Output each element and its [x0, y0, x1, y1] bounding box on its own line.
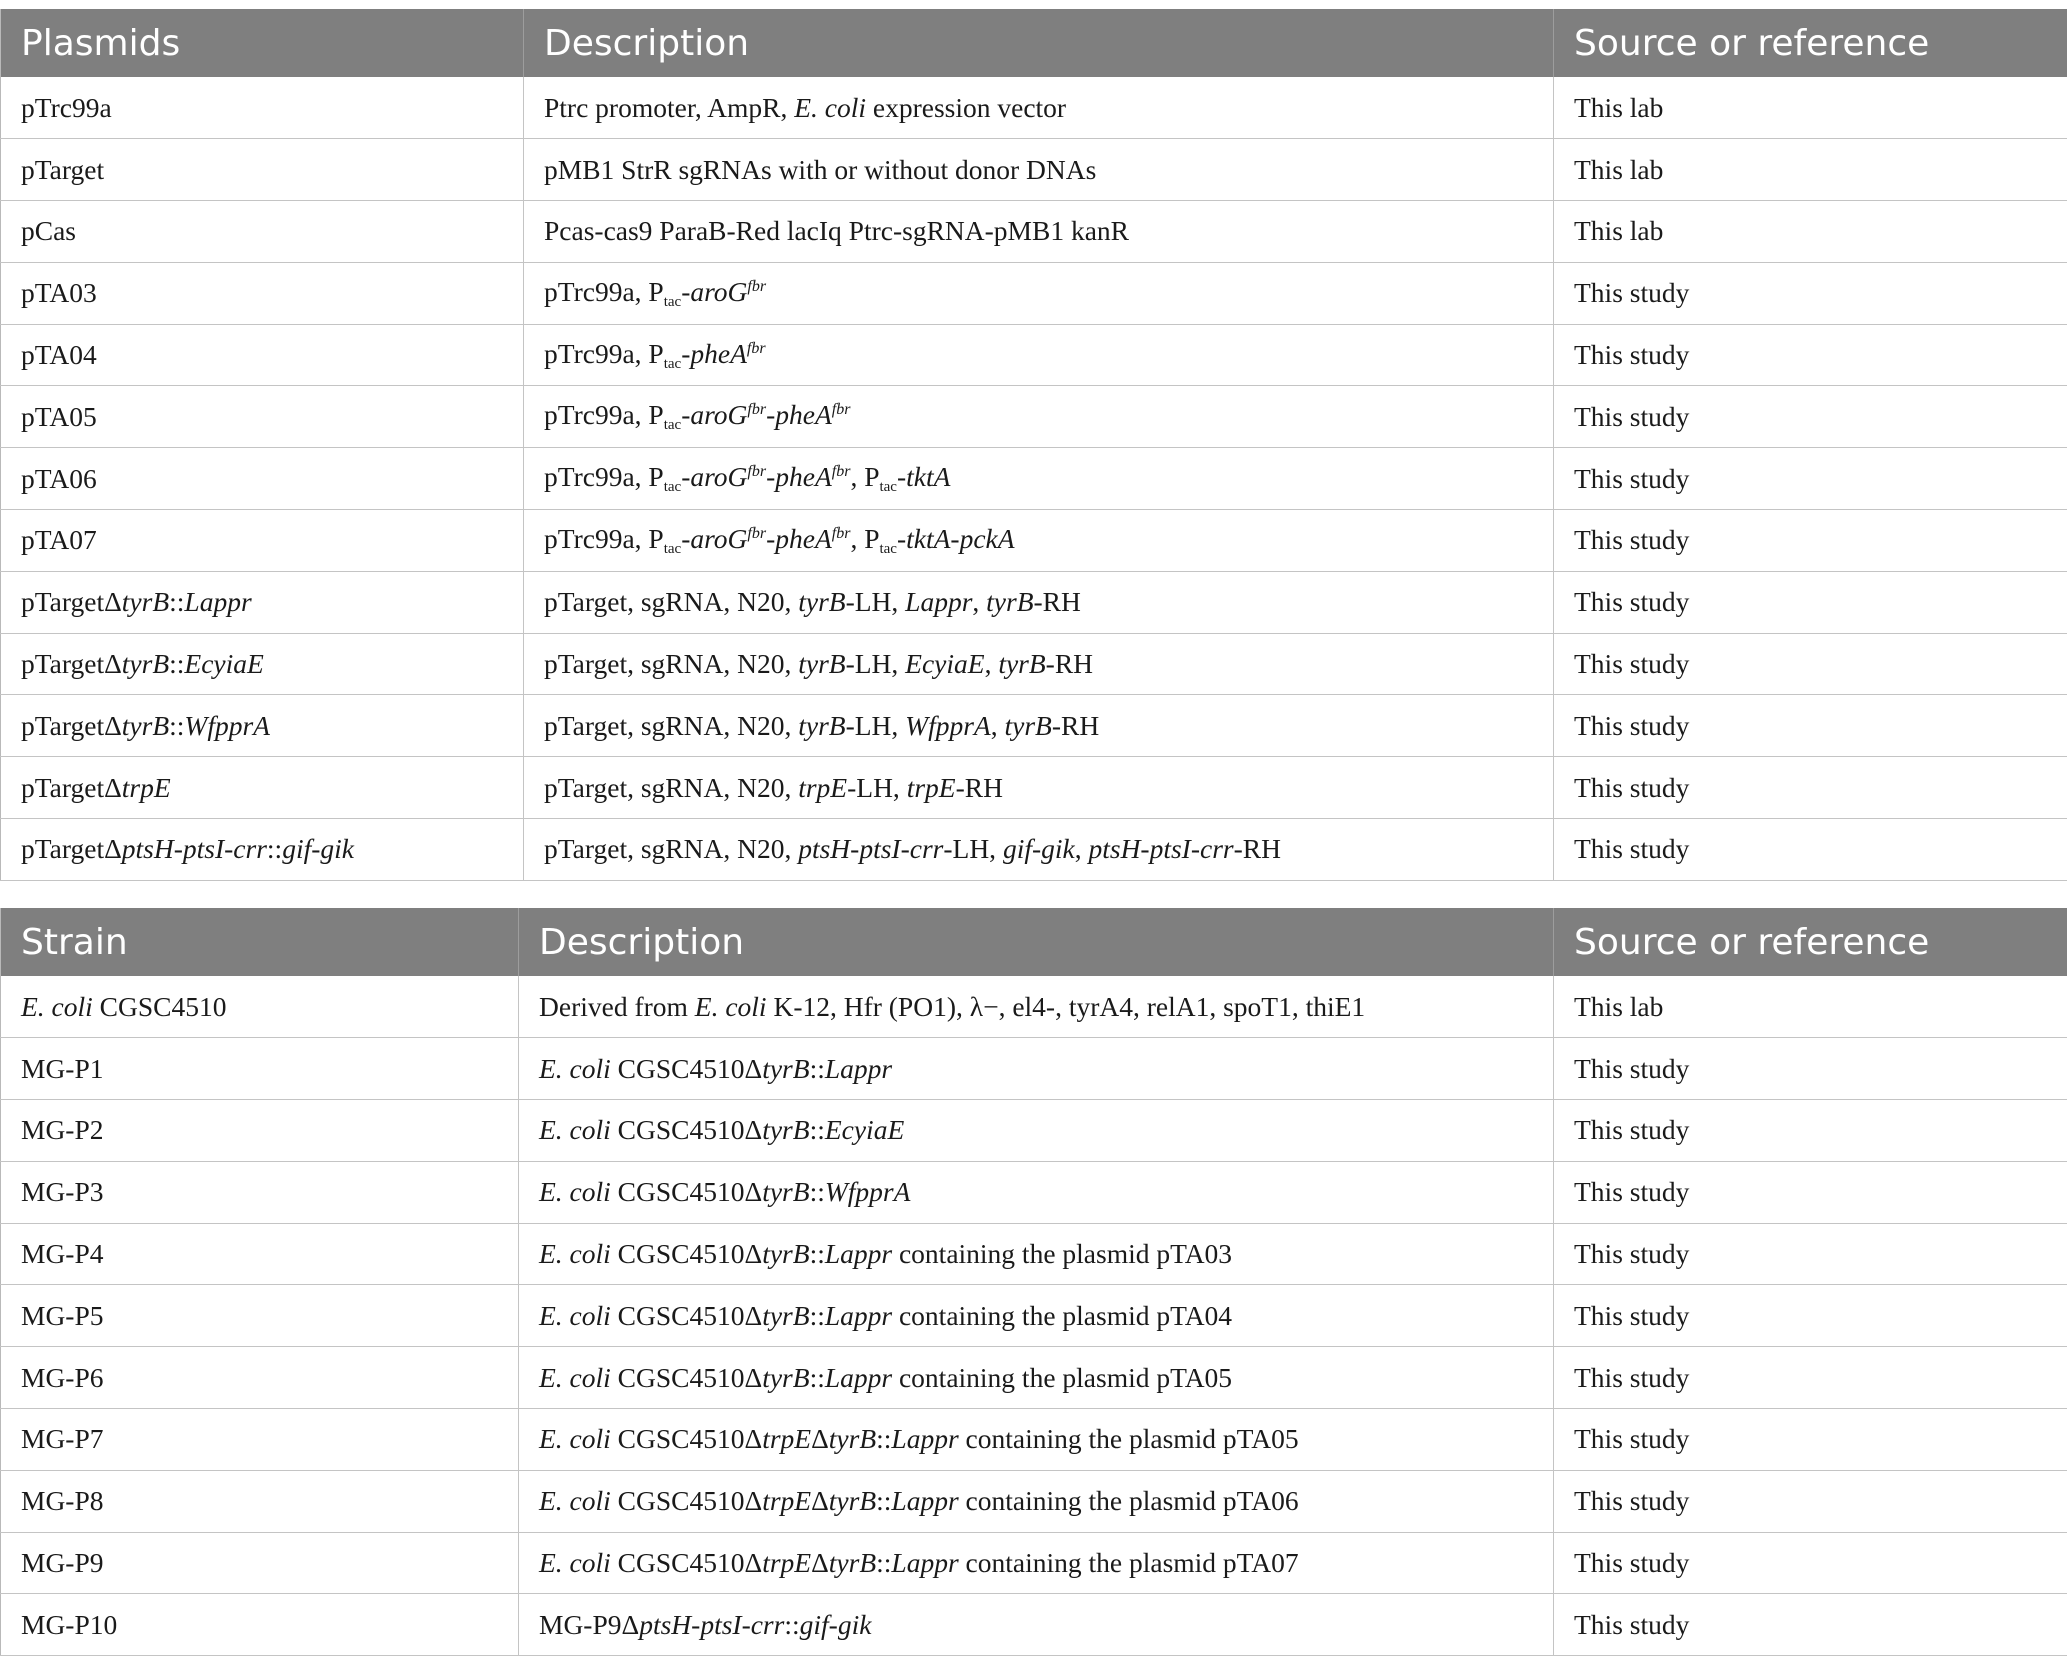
table-row — [1, 1594, 2067, 1656]
table-header-row — [1, 9, 2067, 77]
table-row — [1, 633, 2067, 695]
strain-description: E. coli CGSC4510ΔtyrB::Lappr containing the plasmid pTA04 — [519, 1285, 1554, 1347]
strain-name: MG-P1 — [1, 1038, 519, 1100]
strain-source: This study — [1554, 1347, 2067, 1409]
strain-name: MG-P8 — [1, 1470, 519, 1532]
plasmid-description: pTarget, sgRNA, N20, tyrB-LH, WfpprA, tyrB-RH — [524, 695, 1554, 757]
table-row — [1, 1100, 2067, 1162]
plasmid-name: pTargetΔptsH-ptsI-crr::gif-gik — [1, 819, 524, 881]
strain-description: E. coli CGSC4510ΔtyrB::Lappr — [519, 1038, 1554, 1100]
plasmid-name: pTA04 — [1, 324, 524, 386]
strain-source: This study — [1554, 1532, 2067, 1594]
plasmid-name: pTA05 — [1, 386, 524, 448]
strain-description: E. coli CGSC4510ΔtrpEΔtyrB::Lappr containing the plasmid pTA06 — [519, 1470, 1554, 1532]
plasmid-source: This study — [1554, 262, 2067, 324]
plasmid-name: pTA03 — [1, 262, 524, 324]
plasmid-name: pTargetΔtyrB::WfpprA — [1, 695, 524, 757]
plasmid-description: Ptrc promoter, AmpR, E. coli expression vector — [524, 77, 1554, 139]
strain-source: This study — [1554, 1285, 2067, 1347]
plasmid-name: pTargetΔtyrB::Lappr — [1, 571, 524, 633]
table-row — [1, 1347, 2067, 1409]
table-row — [1, 1409, 2067, 1471]
table-row — [1, 201, 2067, 263]
plasmid-source: This study — [1554, 571, 2067, 633]
column-header-source: Source or reference — [1554, 908, 2067, 976]
strain-description: E. coli CGSC4510ΔtyrB::Lappr containing the plasmid pTA05 — [519, 1347, 1554, 1409]
table-row — [1, 77, 2067, 139]
column-header-plasmids: Plasmids — [1, 9, 524, 77]
plasmid-description: pTrc99a, $P_{tac}-aroG^{fbr}-pheA^{fbr}$ — [524, 386, 1554, 448]
plasmid-description: Pcas-cas9 ParaB-Red lacIq Ptrc-sgRNA-pMB1 kanR — [524, 201, 1554, 263]
strain-source: This study — [1554, 1470, 2067, 1532]
table-header-row — [1, 908, 2067, 976]
plasmid-source: This study — [1554, 448, 2067, 510]
strain-name: MG-P6 — [1, 1347, 519, 1409]
plasmid-source: This lab — [1554, 201, 2067, 263]
strain-name: E. coli CGSC4510 — [1, 976, 519, 1038]
table-row — [1, 695, 2067, 757]
strain-name: MG-P5 — [1, 1285, 519, 1347]
strain-source: This study — [1554, 1038, 2067, 1100]
strain-source: This study — [1554, 1161, 2067, 1223]
plasmids-table — [0, 9, 2067, 881]
table-row — [1, 976, 2067, 1038]
column-header-strain: Strain — [1, 908, 519, 976]
strain-name: MG-P3 — [1, 1161, 519, 1223]
table-row — [1, 1470, 2067, 1532]
strain-name: MG-P2 — [1, 1100, 519, 1162]
strain-description: E. coli CGSC4510ΔtrpEΔtyrB::Lappr containing the plasmid pTA07 — [519, 1532, 1554, 1594]
strain-name: MG-P4 — [1, 1223, 519, 1285]
strain-description: E. coli CGSC4510ΔtyrB::EcyiaE — [519, 1100, 1554, 1162]
table-row — [1, 757, 2067, 819]
table-row — [1, 386, 2067, 448]
strain-source: This study — [1554, 1594, 2067, 1656]
plasmid-name: pCas — [1, 201, 524, 263]
plasmid-description: pTrc99a, $P_{tac}-aroG^{fbr}-pheA^{fbr}$, $P_{tac}$-tktA — [524, 448, 1554, 510]
strain-description: E. coli CGSC4510ΔtyrB::Lappr containing the plasmid pTA03 — [519, 1223, 1554, 1285]
strain-name: MG-P7 — [1, 1409, 519, 1471]
table-row — [1, 1532, 2067, 1594]
plasmid-name: pTarget — [1, 139, 524, 201]
strain-description: MG-P9ΔptsH-ptsI-crr::gif-gik — [519, 1594, 1554, 1656]
plasmid-description: pTarget, sgRNA, N20, trpE-LH, trpE-RH — [524, 757, 1554, 819]
table-row — [1, 571, 2067, 633]
plasmid-source: This study — [1554, 819, 2067, 881]
plasmid-source: This lab — [1554, 139, 2067, 201]
strain-description: E. coli CGSC4510ΔtyrB::WfpprA — [519, 1161, 1554, 1223]
table-row — [1, 448, 2067, 510]
strain-source: This study — [1554, 1409, 2067, 1471]
plasmid-source: This study — [1554, 324, 2067, 386]
table-row — [1, 1038, 2067, 1100]
table-row — [1, 139, 2067, 201]
plasmid-source: This study — [1554, 757, 2067, 819]
strain-name: MG-P9 — [1, 1532, 519, 1594]
strain-source: This study — [1554, 1100, 2067, 1162]
strain-name: MG-P10 — [1, 1594, 519, 1656]
plasmid-name: pTargetΔtrpE — [1, 757, 524, 819]
plasmid-description: pTrc99a, $P_{tac}-aroG^{fbr}$ — [524, 262, 1554, 324]
column-header-description: Description — [519, 908, 1554, 976]
plasmid-description: pTarget, sgRNA, N20, ptsH-ptsI-crr-LH, gif-gik, ptsH-ptsI-crr-RH — [524, 819, 1554, 881]
plasmid-source: This study — [1554, 386, 2067, 448]
table-row — [1, 819, 2067, 881]
strain-description: E. coli CGSC4510ΔtrpEΔtyrB::Lappr containing the plasmid pTA05 — [519, 1409, 1554, 1471]
plasmid-source: This study — [1554, 510, 2067, 572]
plasmid-description: pTrc99a, $P_{tac}-pheA^{fbr}$ — [524, 324, 1554, 386]
strain-source: This study — [1554, 1223, 2067, 1285]
plasmid-description: pTrc99a, $P_{tac}-aroG^{fbr}-pheA^{fbr}$, $P_{tac}-tktA$-pckA — [524, 510, 1554, 572]
plasmid-description: pMB1 StrR sgRNAs with or without donor DNAs — [524, 139, 1554, 201]
column-header-description: Description — [524, 9, 1554, 77]
table-row — [1, 324, 2067, 386]
strain-description: Derived from E. coli K-12, Hfr (PO1), λ−, el4-, tyrA4, relA1, spoT1, thiE1 — [519, 976, 1554, 1038]
plasmid-source: This study — [1554, 633, 2067, 695]
table-row — [1, 1223, 2067, 1285]
plasmid-source: This lab — [1554, 77, 2067, 139]
table-row — [1, 1161, 2067, 1223]
plasmid-source: This study — [1554, 695, 2067, 757]
plasmid-name: pTargetΔtyrB::EcyiaE — [1, 633, 524, 695]
table-row — [1, 510, 2067, 572]
strain-source: This lab — [1554, 976, 2067, 1038]
table-row — [1, 1285, 2067, 1347]
plasmid-name: pTA07 — [1, 510, 524, 572]
column-header-source: Source or reference — [1554, 9, 2067, 77]
strains-table — [0, 908, 2067, 1656]
plasmid-name: pTrc99a — [1, 77, 524, 139]
plasmid-description: pTarget, sgRNA, N20, tyrB-LH, EcyiaE, tyrB-RH — [524, 633, 1554, 695]
plasmid-name: pTA06 — [1, 448, 524, 510]
table-row — [1, 262, 2067, 324]
plasmid-description: pTarget, sgRNA, N20, tyrB-LH, Lappr, tyrB-RH — [524, 571, 1554, 633]
